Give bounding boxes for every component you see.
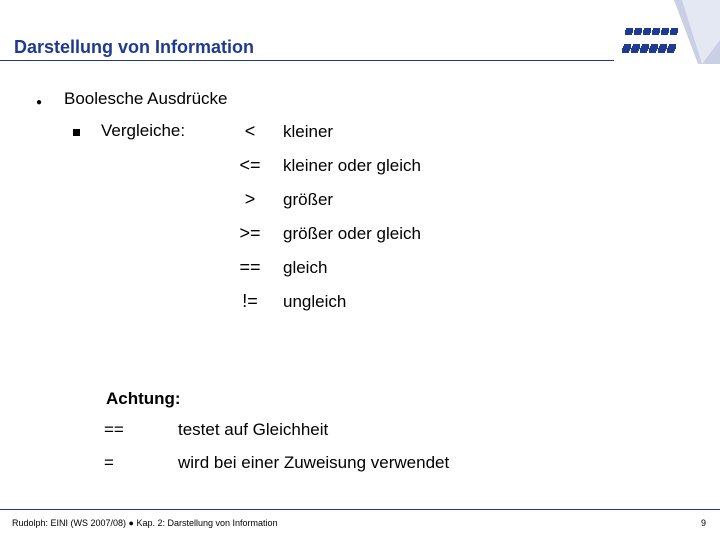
operator-desc: größer oder gleich <box>283 224 421 243</box>
title-divider <box>0 60 614 61</box>
logo-cell <box>631 48 638 53</box>
operator-desc: kleiner <box>283 122 334 141</box>
page-title: Darstellung von Information <box>14 37 255 57</box>
bullet-square <box>73 129 80 136</box>
operator-desc: kleiner oder gleich <box>283 156 421 175</box>
bullet-boolesche-ausdruecke: Boolesche Ausdrücke <box>64 89 228 108</box>
operator-less-equal: <= <box>239 155 261 175</box>
logo-cell <box>670 30 677 35</box>
achtung-desc: wird bei einer Zuweisung verwendet <box>178 453 450 472</box>
operator-desc: gleich <box>283 258 328 277</box>
operator-greater-equal: >= <box>239 223 261 243</box>
bullet-dot: ● <box>36 97 43 108</box>
achtung-operator-assign: = <box>104 453 114 472</box>
operator-equal: == <box>239 257 261 277</box>
logo-cell <box>652 30 659 35</box>
bullet-vergleiche: Vergleiche: <box>101 121 186 140</box>
logo-cell <box>658 48 665 53</box>
footer-divider <box>0 509 720 510</box>
logo-cell <box>649 48 656 53</box>
logo-cell <box>661 30 668 35</box>
logo-cell <box>667 48 674 53</box>
achtung-heading: Achtung: <box>106 389 181 408</box>
operator-greater: > <box>244 189 256 209</box>
operator-not-equal: != <box>242 291 258 311</box>
page-number: 9 <box>700 518 706 528</box>
grid-logo-icon <box>612 0 720 64</box>
operator-less: < <box>244 121 256 141</box>
logo-cell <box>625 30 632 35</box>
achtung-operator-equal: == <box>104 420 124 439</box>
footer-text: Rudolph: EINI (WS 2007/08) ● Kap. 2: Darstellung von Information <box>12 518 278 528</box>
operator-desc: ungleich <box>283 292 347 311</box>
logo-cell <box>622 48 629 53</box>
operator-desc: größer <box>283 190 334 209</box>
logo-cell <box>640 48 647 53</box>
logo-cell <box>643 30 650 35</box>
achtung-desc: testet auf Gleichheit <box>178 420 329 439</box>
logo-cell <box>634 30 641 35</box>
